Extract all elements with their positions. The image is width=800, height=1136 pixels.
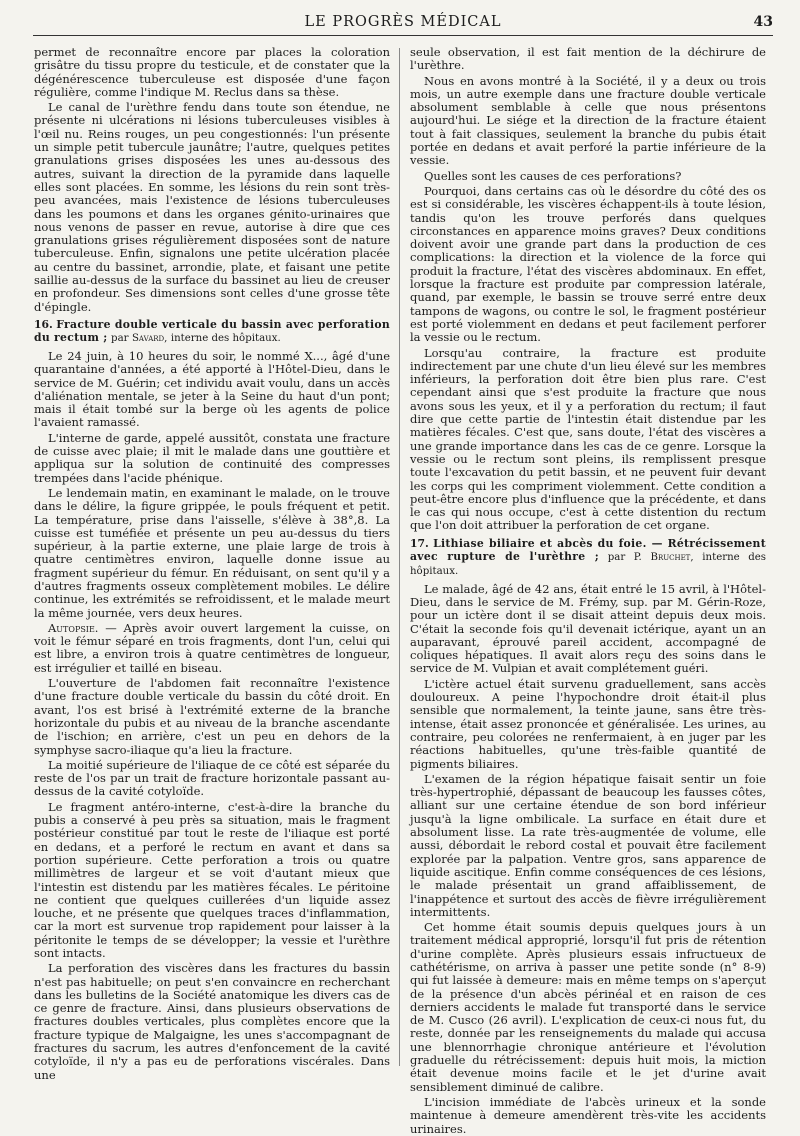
paragraph: Cet homme était soumis depuis quelques jours à un traitement médical approprié, lorsqu'il fut pris de rétention d'urine complète. Après plusieurs essais infructueux de cathétérisme, on arriva à passer une petite sonde (n° 8-9) qui fut laissée à demeure: mais en même temps on s'aperçut de la présence d'un abcès périnéal et en raison de ces derniers accidents le malade fut transporté dans le service de M. Cusco (26 avril). L'explication de ceux-ci nous fut, du reste, donnée par les renseignements du malade qui accusa une blennorrhagie chronique antérieure et l'évolution graduelle du rétrécissement: depuis huit mois, la miction était devenue moins facile et le jet d'urine avait sensiblement diminué de calibre. <box>410 920 766 1094</box>
autopsie-label: Autopsie. <box>48 620 99 635</box>
paragraph: Lorsqu'au contraire, la fracture est produite indirectement par une chute d'un lieu élevé sur les membres inférieurs, la perforation doit être bien plus rare. C'est cependant ainsi que s'est produite la fracture que nous avons sous les yeux, et il y a perforation du rectum; il faut dire que cette partie de l'intestin était distendue par les matières fécales. C'est que, sans doute, l'état des viscères a une grande importance dans les cas de ce genre. Lorsque la vessie ou le rectum sont pleins, ils remplissent presque toute l'excavation du petit bassin, et ne peuvent fuir devant les corps qui les compriment violemment. Cette condition a peut-être encore plus d'influence que la précédente, et dans le cas qui nous occupe, c'est à cette distention du rectum que l'on doit attribuer la perforation de cet organe. <box>410 345 766 533</box>
journal-title: LE PROGRÈS MÉDICAL <box>304 14 502 30</box>
running-head <box>33 14 773 38</box>
paragraph: Le fragment antéro-interne, c'est-à-dire la branche du pubis a conservé à peu près sa situation, mais le fragment postérieur constitué par tout le reste de l'iliaque est porté en dedans, et a perforé le rectum en avant et dans sa portion supérieure. Cette perforation a trois ou quatre millimètres de largeur et se voit d'autant mieux que l'intestin est distendu par les matières fécales. Le péritoine ne contient que quelques cuillerées d'un liquide assez louche, et ne présente que quelques traces d'inflammation, car la mort est survenue trop rapidement pour laisser à la péritonite le temps de se développer; la vessie et l'urèthre sont intacts. <box>34 799 390 960</box>
section-number: 16. <box>34 317 53 331</box>
paragraph: L'interne de garde, appelé aussitôt, constata une fracture de cuisse avec plaie; il mit le malade dans une gouttière et appliqua sur la solution de continuité des compresses trempées dans l'acide phénique. <box>34 430 390 485</box>
page-number: 43 <box>753 14 773 30</box>
section-title: Fracture double verticale du bassin avec perforation du rectum ; <box>34 317 390 344</box>
section-number: 17. <box>410 536 429 550</box>
paragraph-autopsie <box>34 622 390 675</box>
section-heading-17 <box>410 537 766 578</box>
paragraph: L'ouverture de l'abdomen fait reconnaître l'existence d'une fracture double verticale du bassin du côté droit. En avant, l'os est brisé à l'extrémité externe de la branche horizontale du pubis et au niveau de la branche ascendante de l'ischion; en arrière, c'est un peu en dehors de la symphyse sacro-iliaque qu'a lieu la fracture. <box>34 676 390 757</box>
author-name: Bruchet, <box>650 551 694 563</box>
paragraph: permet de reconnaître encore par places la coloration grisâtre du tissu propre du testicule, et de constater que la dégénérescence tuberculeuse est disposée d'une façon régulière, comme l'indique M. Reclus dans sa thèse. <box>34 45 390 99</box>
section-title: Lithiase biliaire et abcès du foie. — Rétrécissement avec rupture de l'urèthre ; <box>410 536 766 563</box>
paragraph: La perforation des viscères dans les fractures du bassin n'est pas habituelle; on peut s'en convaincre en recherchant dans les bulletins de la Société anatomique les divers cas de ce genre de fracture. Ainsi, dans plusieurs observations de fractures doubles verticales, plus complètes encore que la fracture typique de Malgaigne, les unes s'accompagnant de fractures du sacrum, les autres d'enfoncement de la cavité cotyloïde, il n'y a pas eu de perforations viscérales. Dans une <box>34 961 390 1082</box>
paragraph: Le malade, âgé de 42 ans, était entré le 15 avril, à l'Hôtel-Dieu, dans le service de M. Frémy, sup. par M. Gérin-Roze, pour un ictère dont il se disait atteint depuis deux mois. C'était la seconde fois qu'il devenait ictérique, ayant un an auparavant, éprouvé pareil accident, accompagné de coliques hépatiques. Il avait alors reçu des soins dans le service de M. Vulpian et avait complétement guéri. <box>410 581 766 676</box>
column-divider <box>399 48 400 1066</box>
paragraph: Quelles sont les causes de ces perforations? <box>424 168 682 183</box>
right-column <box>410 45 766 1136</box>
paragraph: Le 24 juin, à 10 heures du soir, le nommé X..., âgé d'une quarantaine d'années, a été apporté à l'Hôtel-Dieu, dans le service de M. Guérin; cet individu avait voulu, dans un accès d'aliénation mentale, se jeter à la Seine du haut d'un pont; mais il était tombé sur la berge où les agents de police l'avaient ramassé. <box>34 348 390 430</box>
section-heading-16 <box>34 318 390 345</box>
paragraph: Le lendemain matin, en examinant le malade, on le trouve dans le délire, la figure grippée, le pouls fréquent et petit. La température, prise dans l'aisselle, s'élève à 38°,8. La cuisse est tuméfiée et présente un peu au-dessus du tiers supérieur, à la partie externe, une plaie large de trois à quatre centimètres environ, laquelle donne issue au fragment supérieur du fémur. En réduisant, on sent qu'il y a d'autres fragments osseux complètement mobiles. Le délire continue, les extrémités se refroidissent, et le malade meurt la même journée, vers deux heures. <box>34 485 390 620</box>
header-rule <box>33 35 773 36</box>
author-prefix: par <box>111 332 129 344</box>
author-name: Savard, <box>131 332 168 344</box>
author-prefix: par P. <box>607 551 642 563</box>
paragraph: La moitié supérieure de l'iliaque de ce côté est séparée du reste de l'os par un trait de fracture horizontale passant au-dessus de la cavité cotyloïde. <box>34 757 390 799</box>
paragraph: Le canal de l'urèthre fendu dans toute son étendue, ne présente ni ulcérations ni lésions tuberculeuses visibles à l'œil nu. Reins rouges, un peu congestionnés: l'un présente un simple petit tubercule jaunâtre; l'autre, quelques petites granulations grises disposées les unes au-dessous des autres, suivant la direction de la pyramide dans laquelle elles sont placées. En somme, les lésions du rein sont très-peu avancées, mais l'existence de lésions tuberculeuses dans les poumons et dans les organes génito-urinaires que nous venons de passer en revue, autorise à dire que ces granulations grises régulièrement disposées sont de nature tuberculeuse. Enfin, signalons une petite ulcération placée au centre du bassinet, arrondie, plate, et faisant une petite saillie au-dessus de la surface du bassinet au lieu de creuser en profondeur. Ses dimensions sont celles d'une grosse tête d'épingle. <box>34 100 390 314</box>
paragraph: L'examen de la région hépatique faisait sentir un foie très-hypertrophié, dépassant de beaucoup les fausses côtes, alliant sur une certaine étendue de son bord inférieur jusqu'à la ligne ombilicale. La surface en était dure et absolument lisse. La rate très-augmentée de volume, elle aussi, débordait le rebord costal et pouvait être facilement explorée par la palpation. Ventre gros, sans apparence de liquide ascitique. Enfin comme conséquences de ces lésions, le malade présentait un grand affaiblissement, de l'inappétence et surtout des accès de fièvre irrégulièrement intermittents. <box>410 771 766 919</box>
author-affiliation: interne des hôpitaux. <box>170 332 281 344</box>
paragraph: seule observation, il est fait mention de la déchirure de l'urèthre. <box>410 45 766 73</box>
author-affiliation: interne des hôpitaux. <box>410 551 766 577</box>
paragraph: Nous en avons montré à la Société, il y a deux ou trois mois, un autre exemple dans une fracture double verticale absolument semblable à celle que nous présentons aujourd'hui. Le siége et la direction de la fracture étaient tout à fait classiques, seulement la branche du pubis était portée en dedans et avait perforé la partie inférieure de la vessie. <box>410 73 766 168</box>
paragraph: Pourquoi, dans certains cas où le désordre du côté des os est si considérable, les viscères échappent-ils à toute lésion, tandis qu'on les trouve perforés dans quelques circonstances en apparence moins graves? Deux conditions doivent avoir une grande part dans la production de ces complications: la direction et la violence de la force qui produit la fracture, l'état des viscères abdominaux. En effet, lorsque la fracture est produite par compression latérale, quand, par exemple, le bassin se trouve serré entre deux tampons de wagons, ou contre le sol, le fragment postérieur est porté violemment en dedans et peut facilement perforer la vessie ou le rectum. <box>410 183 766 345</box>
left-column <box>34 45 390 1082</box>
autopsie-text: — Après avoir ouvert largement la cuisse, on voit le fémur séparé en trois fragments, dont l'un, celui qui est libre, a environ trois à quatre centimètres de longueur, est irrégulier et taillé en biseau. <box>34 620 390 675</box>
paragraph: L'ictère actuel était survenu graduellement, sans accès douloureux. A peine l'hypochondre droit était-il plus sensible que normalement, la teinte jaune, sans être très-intense, était assez prononcée et généralisée. Les urines, au contraire, peu colorées ne renfermaient, à en juger par les réactions habituelles, qu'une très-faible quantité de pigments biliaires. <box>410 676 766 771</box>
paragraph: L'incision immédiate de l'abcès urineux et la sonde maintenue à demeure amendèrent très-vite les accidents urinaires. <box>410 1094 766 1136</box>
